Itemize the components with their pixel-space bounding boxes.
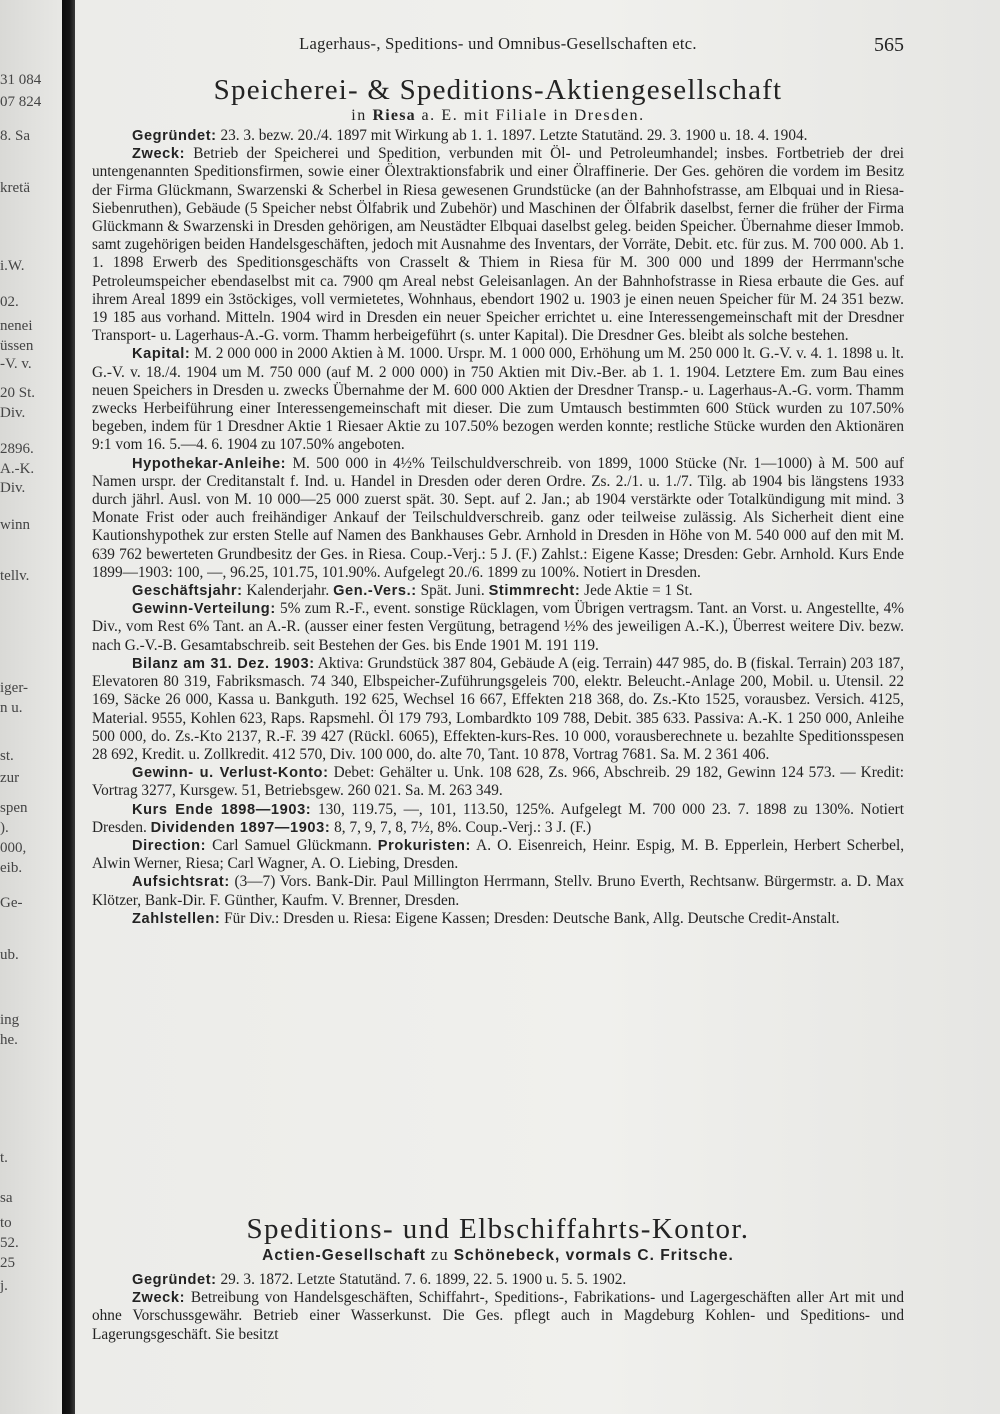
left-margin-fragment: spen	[0, 800, 28, 816]
section-label: Gewinn-Verteilung:	[132, 601, 276, 618]
left-margin-fragment: eib.	[0, 860, 23, 876]
section-label: Stimmrecht:	[488, 583, 581, 600]
left-margin-fragment: 2896.	[0, 441, 34, 457]
section-text: A. O. Eisenreich, Heinr. Espig, M. B. Epperlein, Herbert Scherbel, Alwin Werner, Riesa; Carl Wagner, A. O. Liebing, Dresden.	[92, 836, 905, 873]
company1-body	[92, 127, 904, 928]
section-text: 23. 3. bezw. 20./4. 1897 mit Wirkung ab 1. 1. 1897. Letzte Statutänd. 29. 3. 1900 u. 18. 4. 1904.	[220, 127, 808, 144]
company2-body	[92, 1271, 904, 1344]
left-margin-fragment: 20 St.	[0, 385, 36, 401]
section-text: Spät. Juni.	[420, 582, 485, 600]
left-margin-fragment: n u.	[0, 700, 23, 716]
company1-city: Riesa	[372, 107, 416, 124]
company1-location-rest: a. E. mit Filiale in Dresden.	[421, 107, 645, 124]
left-margin-fragment: 25	[0, 1255, 15, 1271]
section-label: Zweck:	[132, 146, 186, 163]
section-text: (3—7) Vors. Bank-Dir. Paul Millington Herrmann, Stellv. Bruno Everth, Rechtsanw. Bürgermstr. a. D. Max Klötzer, Bank-Dir. F. Günther, Kaufm. V. Brenner, Dresden.	[92, 873, 905, 909]
section-label: Hypothekar-Anleihe:	[132, 455, 287, 472]
left-margin-fragment: 8. Sa	[0, 128, 30, 144]
section-text: Betrieb der Speicherei und Spedition, verbunden mit Öl- und Petroleumhandel; insbes. Fortbetrieb der drei untengenannten Speditionsfirmen, sowie einer Ölextraktionsfabrik und einer Ölraffinerie. Der Ges. gehören die vordem im Besitz der Firma Glückmann, Swarzenski & Scherbel in Riesa gewesenen Grundstücke (an der Bahnhofstrasse, am Elbquai und in Riesa-Siebenruthen), Gebäude (5 Speicher nebst Ölfabrik und Zubehör) und Maschinen der Ölfabrik daselbst, ferner die früher der Firma Glückmann & Swarzenski in Dresden gehörigen, am Neustädter Elbquai daselbst geleg. beiden Speicher. Übernahme dieser Immob. samt zugehörigen beiden Handelsgeschäften, jedoch mit Ausnahme des Inventars, der Vorräte, Debit. etc. für zus. M. 700 000. Ab 1. 1. 1898 Erwerb des Speditionsgeschäfts von Crasselt & Thiem in Riesa für M. 300 000 und 1899 der Herrmann'sche Petroleumspeicher ebendaselbst mit ca. 7900 qm Areal nebst Geleisanlagen. An der Bahnhofstrasse in Riesa erbaute die Ges. auf ihrem Areal 1899 ein 3stöckiges, voll vermietetes, Wohnhaus, ebendort 1902 u. 1903 je einen neuen Speicher für M. 24 351 bezw. 19 185 aus vorhand. Mitteln. 1904 wird in Dresden ein neuer Speicher errichtet u. eine Interessengemeinschaft mit der Dresdner Transport- u. Lagerhaus-A.-G. vorm. Thamm herbeigeführt (s. unter Kapital). Die Dresdner Ges. bleibt als solche bestehen.	[92, 145, 904, 345]
company2-subtitle-c: Schönebeck, vormals C. Fritsche.	[453, 1247, 734, 1264]
company1-header	[92, 74, 904, 126]
left-margin-fragment: 31 084	[0, 72, 42, 88]
section-text: M. 2 000 000 in 2000 Aktien à M. 1000. Urspr. M. 1 000 000, Erhöhung um M. 250 000 lt. G.-V. v. 4. 1. 1898 u. lt. G.-V. v. 18./4. 1904 um M. 750 000 (auf M. 2 000 000) in 750 Aktien mit Div.-Ber. ab 1. 1. 1904. Letztere Em. zum Bau eines neuen Speichers in Dresden u. zwecks Übernahme der M. 600 000 Aktien der Dresdner Transp.- u. Lagerhaus-A.-G. vorm. Thamm zwecks Herbeiführung einer Interessengemeinschaft mit dieser. Die zum Umtausch bestimmten 600 Stück wurden zu 107.50% begeben, indem für 1 Dresdner Aktie 1 Riesaer Aktie zu 107.50% bezogen werden konnte; restliche Stücke wurden den Aktionären 9:1 vom 16. 5.—4. 6. 1904 zu 107.50% angeboten.	[92, 345, 904, 454]
section-paragraph	[92, 600, 904, 655]
left-margin-fragment: ).	[0, 820, 9, 836]
section-label: Dividenden 1897—1903:	[150, 819, 331, 836]
section-paragraph	[92, 910, 904, 928]
section-label: Kurs Ende 1898—1903:	[132, 801, 312, 818]
company2-subtitle-b: zu	[431, 1245, 449, 1264]
section-paragraph	[92, 801, 904, 837]
left-margin-fragment: he.	[0, 1032, 18, 1048]
left-margin-fragment: 000,	[0, 840, 27, 856]
section-text: 130, 119.75, —, 101, 113.50, 125%. Aufgelegt M. 700 000 23. 7. 1898 zu 130%. Notiert Dresden.	[92, 800, 904, 836]
section-paragraph	[92, 873, 904, 909]
section-label: Geschäftsjahr:	[132, 583, 243, 600]
section-text: Aktiva: Grundstück 387 804, Gebäude A (eig. Terrain) 447 985, do. B (fiskal. Terrain) 203 187, Elevatoren 80 319, Fabriksmasch. 74 340, Elbspeicher-Zuführungsgeleis 700, elektr. Beleucht.-Anlage 200, Mobil. u. Utensil. 22 169, Säcke 26 000, Kassa u. Bankguth. 192 625, Wechsel 16 667, Effekten 218 368, do. Zs.-Kto 1525, vorausbez. Versich. 4125, Material. 9555, Kohlen 623, Raps. Rapsmehl. Öl 179 793, Lombardkto 109 788, Debit. 385 633. Passiva: A.-K. 1 250 000, Anleihe 500 000, do. Zs.-Kto 2137, R.-F. 39 427 (Rückl. 6065), Effekten-kurs-Res. 10 000, vorausberechnete u. bezahlte Speditionsspesen 28 692, Kredit. u. Zollkredit. 412 570, Div. 100 000, do. alte 70, Tant. 10 878, Vortrag 7681. Sa. M. 2 361 406.	[92, 654, 904, 763]
company2-subtitle	[92, 1245, 904, 1266]
section-paragraph	[92, 455, 904, 582]
left-margin-fragment: zur	[0, 770, 20, 786]
section-text: 5% zum R.-F., event. sonstige Rücklagen, vom Übrigen vertragsm. Tant. an Vorst. u. Angestellte, 4% Div., vom Rest 6% Tant. an A.-R. (ausser einer festen Vergütung, betragend ½% des jeweiligen A.-K.), Überrest weitere Div. bezw. nach G.-V.-B. Gesamtabschreib. seit Bestehen der Ges. bis Ende 1901 M. 191 119.	[92, 600, 905, 654]
left-margin-fragment: kretä	[0, 180, 30, 196]
company2-subtitle-a: Actien-Gesellschaft	[262, 1247, 426, 1264]
section-text: Debet: Gehälter u. Unk. 108 628, Zs. 966, Abschreib. 29 182, Gewinn 124 573. — Kredit: Vortrag 3277, Kursgew. 51, Betriebsgew. 260 021. Sa. M. 263 349.	[92, 764, 904, 800]
company2-title: Speditions- und Elbschiffahrts-Kontor.	[246, 1213, 750, 1245]
left-margin-fragment: to	[0, 1215, 12, 1231]
running-head	[92, 34, 904, 56]
left-margin-fragment: winn	[0, 517, 30, 533]
section-paragraph	[92, 1271, 904, 1289]
section-text: 29. 3. 1872. Letzte Statutänd. 7. 6. 1899, 22. 5. 1900 u. 5. 5. 1902.	[220, 1271, 627, 1288]
running-head-title: Lagerhaus-, Speditions- und Omnibus-Gesellschaften etc.	[299, 34, 697, 53]
left-margin-fragment: j.	[0, 1278, 8, 1294]
section-paragraph	[92, 1289, 904, 1344]
left-margin-fragment: ing	[0, 1012, 20, 1028]
section-paragraph	[92, 582, 904, 600]
left-margin-fragment: sa	[0, 1190, 13, 1206]
left-margin-fragment: ub.	[0, 947, 19, 963]
section-label: Gegründet:	[132, 128, 217, 144]
book-gutter-shadow	[62, 0, 75, 1414]
section-paragraph	[92, 145, 904, 345]
section-text: Für Div.: Dresden u. Riesa: Eigene Kassen; Dresden: Deutsche Bank, Allg. Deutsche Credit-Anstalt.	[224, 909, 840, 927]
left-margin-fragment: t.	[0, 1150, 8, 1166]
left-margin-fragment: 02.	[0, 294, 19, 310]
left-margin-fragment: i.W.	[0, 258, 25, 274]
section-text: Jede Aktie = 1 St.	[584, 582, 693, 600]
page	[92, 0, 904, 1414]
left-margin-fragment: A.-K.	[0, 461, 35, 477]
left-margin-fragment: tellv.	[0, 568, 30, 584]
company1-location	[92, 106, 904, 126]
section-label: Gewinn- u. Verlust-Konto:	[132, 765, 329, 782]
section-label: Direction:	[132, 837, 207, 854]
section-text: Betreibung von Handelsgeschäften, Schiffahrt-, Speditions-, Fabrikations- und Lagergeschäften aller Art mit und ohne Vorschussgewähr. Betrieb einer Wasserkunst. Die Ges. pflegt auch in Magdeburg Kohlen- und Speditions- und Lagerungsgeschäft. Sie besitzt	[92, 1289, 904, 1343]
section-paragraph	[92, 345, 904, 454]
company1-title: Speicherei- & Speditions-Aktiengesellschaft	[213, 74, 783, 106]
section-paragraph	[92, 837, 904, 873]
section-label: Zweck:	[132, 1290, 186, 1307]
left-margin-previous-page-fragments	[0, 0, 62, 1414]
company2-header	[92, 1213, 904, 1266]
section-label: Prokuristen:	[377, 837, 471, 854]
section-label: Bilanz am 31. Dez. 1903:	[132, 655, 315, 672]
section-text: Kalenderjahr.	[246, 582, 330, 600]
section-paragraph	[92, 764, 904, 800]
left-margin-fragment: nenei	[0, 318, 33, 334]
left-margin-fragment: -V. v.	[0, 356, 32, 372]
left-margin-fragment: Ge-	[0, 895, 23, 911]
left-margin-fragment: üssen	[0, 338, 34, 354]
left-margin-fragment: 07 824	[0, 94, 42, 110]
section-text: 8, 7, 9, 7, 8, 7½, 8%. Coup.-Verj.: 3 J. (F.)	[334, 818, 592, 836]
section-text: Carl Samuel Glückmann.	[212, 836, 372, 854]
section-label: Zahlstellen:	[132, 910, 221, 927]
section-label: Kapital:	[132, 346, 191, 363]
section-label: Aufsichtsrat:	[132, 874, 230, 891]
section-label: Gegründet:	[132, 1272, 217, 1288]
left-margin-fragment: iger-	[0, 680, 29, 696]
company1-location-prefix: in	[351, 107, 367, 124]
page-number: 565	[874, 34, 904, 56]
section-paragraph	[92, 655, 904, 764]
left-margin-fragment: Div.	[0, 405, 26, 421]
left-margin-fragment: st.	[0, 748, 14, 764]
section-label: Gen.-Vers.:	[333, 583, 417, 600]
section-paragraph	[92, 127, 904, 145]
left-margin-fragment: Div.	[0, 480, 26, 496]
left-margin-fragment: 52.	[0, 1235, 19, 1251]
section-text: M. 500 000 in 4½% Teilschuldverschreib. von 1899, 1000 Stücke (Nr. 1—1000) à M. 500 auf Namen urspr. der Creditanstalt f. Ind. u. Handel in Dresden oder deren Ordre. Zs. 2./1. u. 1./7. Tilg. ab 1904 bis längstens 1933 durch jährl. Ausl. von M. 10 000—25 000 zuerst spät. 30. Sept. auf 2. Jan.; ab 1904 verstärkte oder Totalkündigung mit mind. 3 Monate Frist oder auch freihändiger Ankauf der Teilschuldverschreib. ganz oder teilweise zulässig. Als Sicherheit dient eine Kautionshypothek zur ersten Stelle auf Namen des Bankhauses Gebr. Arnhold in Dresden in Höhe von M. 540 000 auf den mit M. 639 762 bewerteten Grundbesitz der Ges. in Riesa. Coup.-Verj.: 5 J. (F.) Zahlst.: Eigene Kasse; Dresden: Gebr. Arnhold. Kurs Ende 1899—1903: 100, —, 96.25, 101.75, 101.90%. Aufgelegt 20./6. 1899 zu 100%. Notiert in Dresden.	[92, 454, 905, 581]
